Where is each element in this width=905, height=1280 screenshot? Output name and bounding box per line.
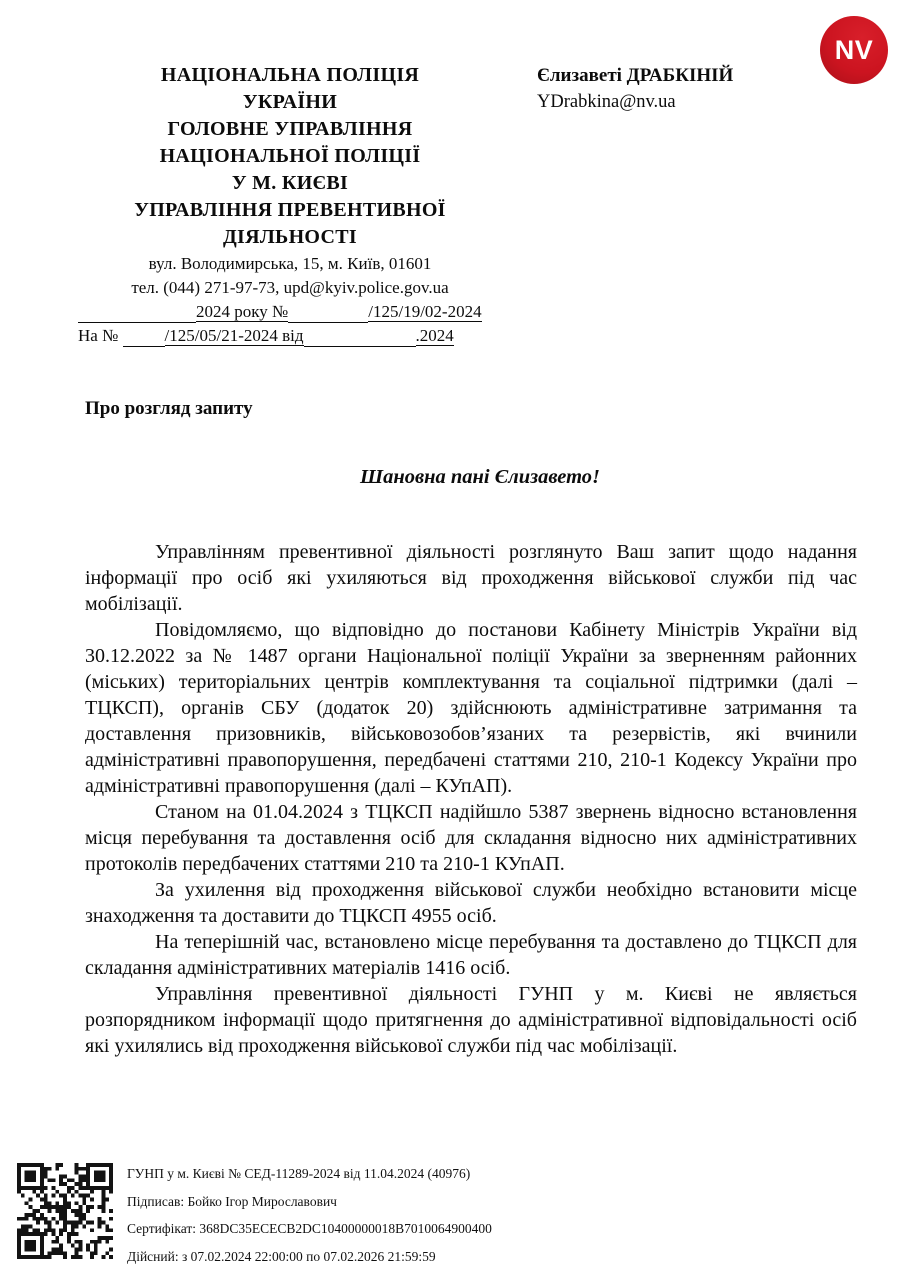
- nv-logo-icon: [820, 16, 888, 84]
- org-name-line: У М. КИЄВІ: [231, 172, 349, 194]
- body-paragraph: Повідомляємо, що відповідно до постанови Кабінету Міністрів України від 30.12.2022 за № 1487 органи Національної поліції України за зверненням районних (міських) територіальних центрів комплектування та соціальної підтримки (далі – ТЦКСП), органів СБУ (додаток 20) здійснюють адміністративне затримання та доставлення призовників, військовозобов’язаних та резервістів, які вчинили адміністративні правопорушення, передбачені статтями 210, 210-1 Кодексу України про адміністративні правопорушення (далі – КУпАП).: [85, 619, 857, 797]
- ref-number: /125/05/21-2024 від: [164, 326, 304, 345]
- recipient-block: [537, 62, 733, 116]
- body-paragraph: На теперішній час, встановлено місце перебування та доставлено до ТЦКСП для складання адміністративних матеріалів 1416 осіб.: [85, 931, 857, 979]
- certificate-number: Сертифікат: 368DC35ECECB2DC10400000018B7010064900400: [127, 1221, 492, 1236]
- incoming-ref-line: [78, 324, 502, 347]
- ref-blank: [304, 328, 416, 347]
- org-name-line: ГОЛОВНЕ УПРАВЛІННЯ: [167, 118, 413, 140]
- signature-details: [127, 1158, 492, 1270]
- org-name-line: УКРАЇНИ: [242, 91, 338, 113]
- subject-line: Про розгляд запиту: [85, 398, 253, 419]
- qr-code-icon: [17, 1163, 113, 1259]
- letterhead: [78, 62, 502, 347]
- ref-number: /125/19/02-2024: [368, 302, 482, 321]
- nv-logo-label: NV: [834, 34, 874, 65]
- letter-body: [85, 539, 857, 1059]
- signature-stamp: [17, 1158, 492, 1270]
- org-address: вул. Володимирська, 15, м. Київ, 01601: [148, 254, 432, 273]
- ref-blank: [288, 304, 368, 323]
- ref-year: .2024: [415, 326, 454, 345]
- recipient-email: YDrabkina@nv.ua: [537, 92, 676, 112]
- org-name-line: ДІЯЛЬНОСТІ: [222, 226, 358, 248]
- org-name-line: УПРАВЛІННЯ ПРЕВЕНТИВНОЇ: [134, 199, 446, 221]
- org-name-line: НАЦІОНАЛЬНОЇ ПОЛІЦІЇ: [159, 145, 421, 167]
- ref-prefix: На №: [78, 326, 119, 345]
- ref-date: 2024 року №: [196, 302, 289, 321]
- body-paragraph: Управлінням превентивної діяльності розглянуто Ваш запит щодо надання інформації про осіб які ухиляються від проходження військової служби під час мобілізації.: [85, 541, 857, 615]
- doc-registration-ref: ГУНП у м. Києві № СЕД-11289-2024 від 11.04.2024 (40976): [127, 1166, 471, 1181]
- certificate-validity: Дійсний: з 07.02.2024 22:00:00 по 07.02.2026 21:59:59: [127, 1248, 436, 1264]
- body-paragraph: Станом на 01.04.2024 з ТЦКСП надійшло 5387 звернень відносно встановлення місця перебування та доставлення осіб для складання відносно них адміністративних протоколів передбачених статтями 210 та 210-1 КУпАП.: [85, 801, 857, 875]
- signed-by: Підписав: Бойко Ігор Мирославович: [127, 1193, 337, 1209]
- org-contact: тел. (044) 271-97-73, upd@kyiv.police.gov.ua: [131, 278, 449, 297]
- ref-blank: [78, 304, 196, 323]
- recipient-name: Єлизаветі ДРАБКІНІЙ: [537, 65, 734, 86]
- outgoing-ref-line: [78, 300, 502, 323]
- org-name-line: НАЦІОНАЛЬНА ПОЛІЦІЯ: [160, 64, 420, 86]
- body-paragraph: За ухилення від проходження військової служби необхідно встановити місце знаходження та доставити до ТЦКСП 4955 осіб.: [85, 879, 857, 927]
- salutation: Шановна пані Єлизавето!: [359, 466, 600, 488]
- ref-blank: [123, 328, 165, 347]
- body-paragraph: Управління превентивної діяльності ГУНП у м. Києві не являється розпорядником інформації щодо притягнення до адміністративної відповідальності осіб які ухилялись від проходження військової служби під час мобілізації.: [85, 983, 857, 1057]
